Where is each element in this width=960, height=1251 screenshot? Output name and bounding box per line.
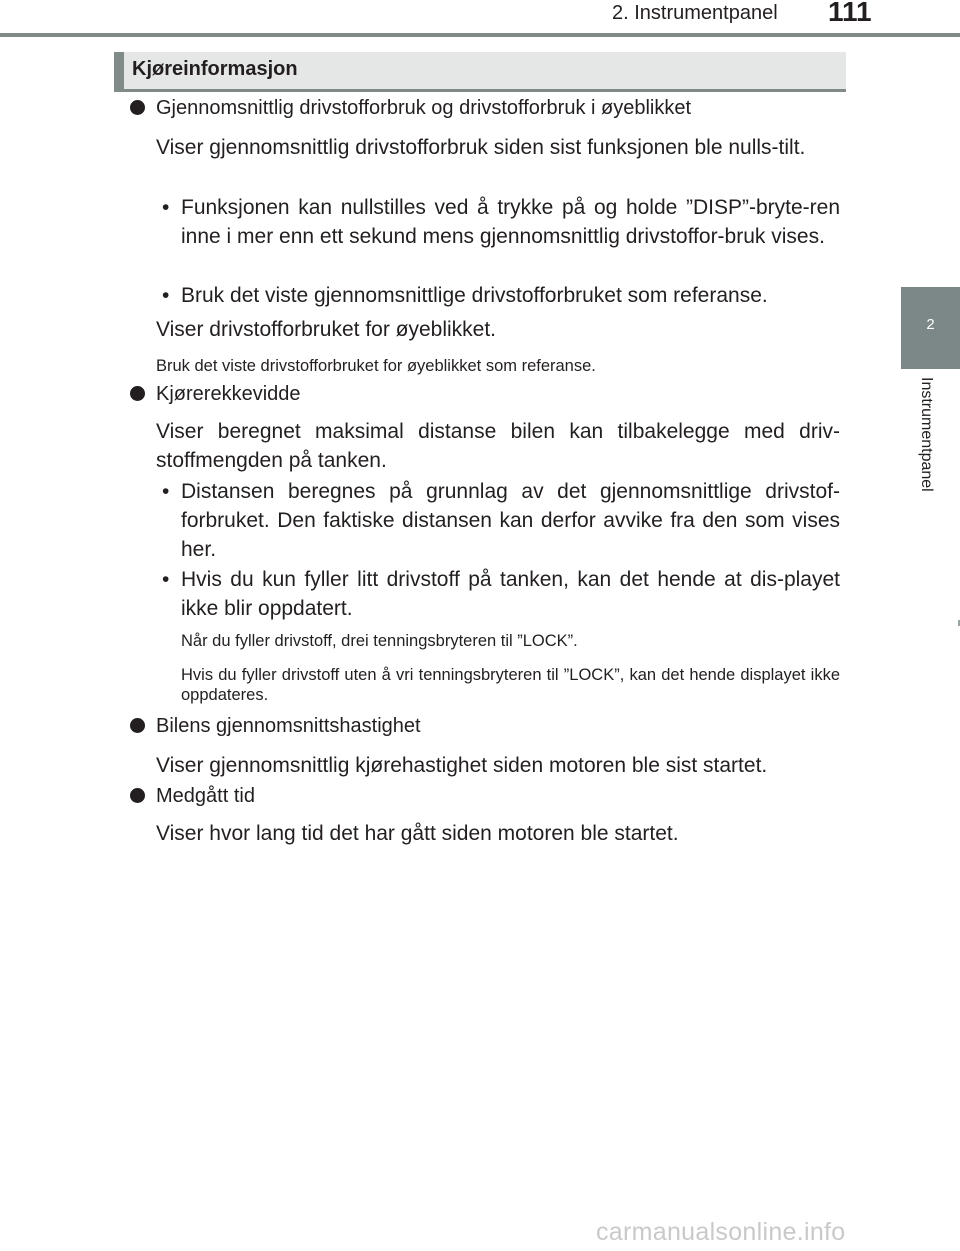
chapter-title: 2. Instrumentpanel [612, 2, 778, 24]
item-heading-speed [130, 711, 421, 741]
item-desc-range: Viser beregnet maksimal distanse bilen kan tilbakelegge med driv-stoffmengden på tanken. [156, 420, 840, 472]
bullet-icon [130, 386, 145, 401]
item-sub-fuel-1 [162, 193, 840, 251]
watermark-logo: carmanualsonline.info [596, 1218, 846, 1246]
bullet-icon [130, 100, 145, 115]
item-heading-fuel-text: Gjennomsnittlig drivstofforbruk og drivstofforbruk i øyeblikket [156, 97, 692, 119]
section-header-accent [114, 52, 124, 89]
item-heading-speed-text: Bilens gjennomsnittshastighet [156, 715, 421, 737]
sub-bullet-icon: • [162, 480, 170, 503]
sub-bullet-icon: • [162, 196, 170, 219]
sub-bullet-icon: • [162, 568, 170, 591]
item-sub-range-1 [162, 477, 840, 564]
item-desc2-fuel: Viser drivstofforbruket for øyeblikket. [156, 318, 497, 341]
item-heading-range-text: Kjørerekkevidde [156, 383, 301, 405]
item-note-fuel: Bruk det viste drivstofforbruket for øyeblikket som referanse. [156, 357, 596, 375]
item-heading-fuel [130, 93, 691, 123]
item-heading-range [130, 379, 301, 409]
page-number: 111 [828, 0, 872, 27]
bullet-icon [130, 788, 145, 803]
section-header [114, 52, 846, 92]
item-desc-time: Viser hvor lang tid det har gått siden motoren ble startet. [156, 822, 679, 845]
item-sub-fuel-1-text: Funksjonen kan nullstilles ved å trykke på og holde ”DISP”-bryte-ren inne i mer enn ett sekund mens gjennomsnittlig drivstoffor-bruk vises. [181, 196, 840, 248]
item-desc-speed: Viser gjennomsnittlig kjørehastighet siden motoren ble sist startet. [156, 754, 768, 777]
item-sub-range-2-text: Hvis du kun fyller litt drivstoff på tanken, kan det hende at dis-playet ikke blir oppdatert. [181, 568, 840, 620]
sub-bullet-icon: • [162, 284, 170, 307]
item-sub-range-2 [162, 565, 840, 623]
item-note-range-2: Hvis du fyller drivstoff uten å vri tenningsbryteren til ”LOCK”, kan det hende displayet ikke oppdateres. [181, 666, 840, 704]
bullet-icon [130, 718, 145, 733]
item-heading-time-text: Medgått tid [156, 785, 255, 807]
item-sub-fuel-2 [162, 281, 840, 310]
header-divider [0, 33, 960, 37]
chapter-tab-number: 2 [926, 316, 935, 333]
chapter-tab-label: Instrumentpanel [918, 377, 935, 492]
item-sub-range-1-text: Distansen beregnes på grunnlag av det gjennomsnittlige drivstof-forbruket. Den faktiske distansen kan derfor avvike fra den som vises her. [181, 480, 840, 561]
item-note-range-1: Når du fyller drivstoff, drei tenningsbryteren til ”LOCK”. [181, 632, 578, 650]
section-title: Kjøreinformasjon [132, 58, 298, 80]
item-heading-time [130, 781, 255, 811]
item-desc-fuel: Viser gjennomsnittlig drivstofforbruk siden sist funksjonen ble nulls-tilt. [156, 136, 806, 159]
item-sub-fuel-2-text: Bruk det viste gjennomsnittlige drivstofforbruket som referanse. [181, 284, 768, 307]
